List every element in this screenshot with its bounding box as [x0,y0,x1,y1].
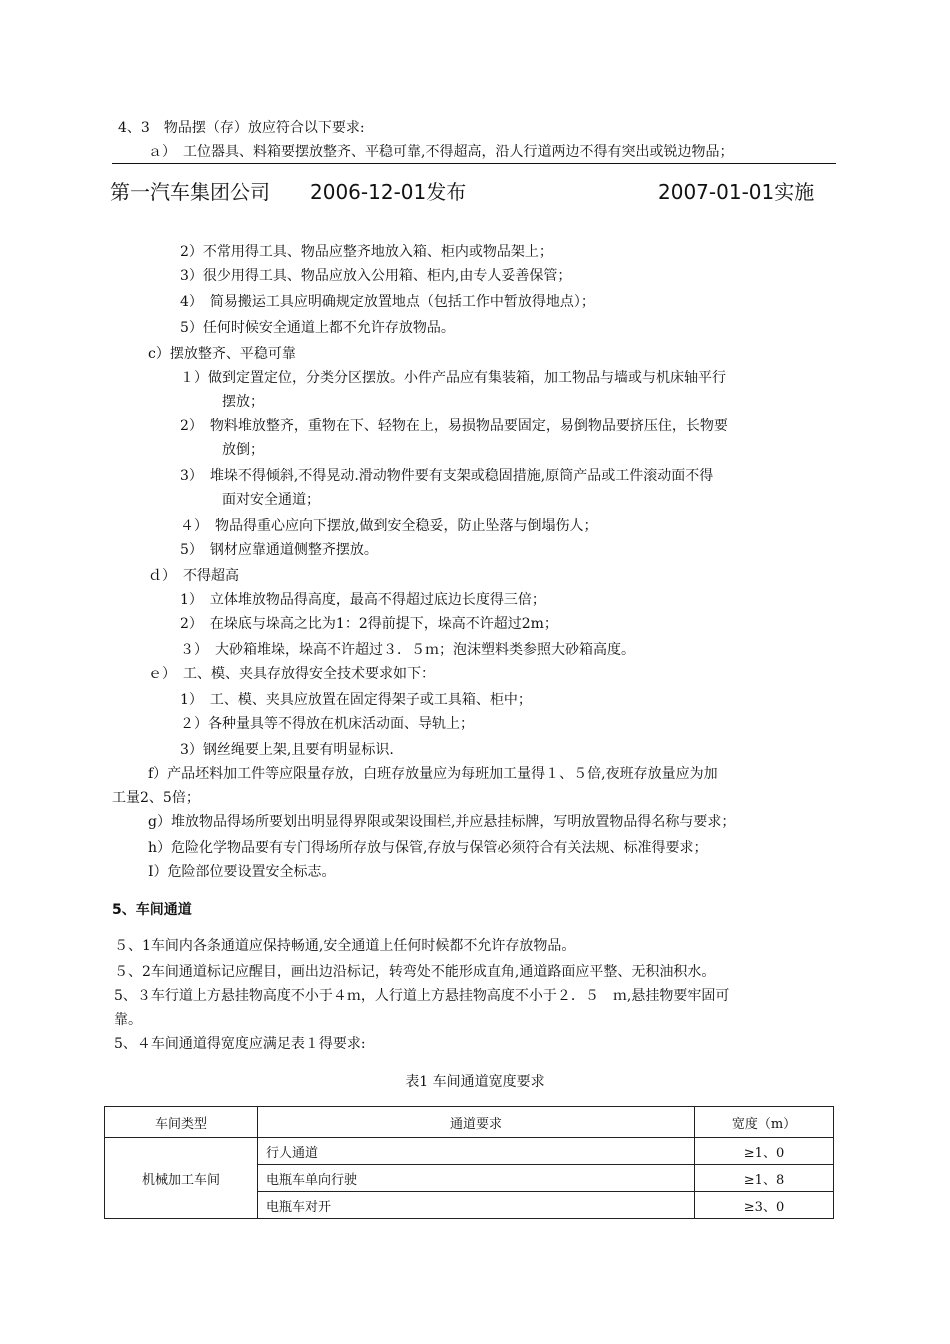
table-header-row [105,1107,834,1138]
list-item: 4） 简易搬运工具应明确规定放置地点（包括工作中暂放得地点）； [180,294,595,310]
table-row [105,1138,834,1165]
section-h: h）危险化学物品要有专门得场所存放与保管,存放与保管必须符合有关法规、标准得要求； [148,840,708,856]
footer-company: 第一汽车集团公司 [110,180,270,204]
header-cell: 车间类型 [105,1107,258,1138]
table-cell: ≥1、8 [695,1165,834,1192]
footer-effective-date: 2007-01-01实施 [658,180,815,204]
paragraph: 5、４车间通道得宽度应满足表１得要求: [114,1036,366,1052]
list-item: ３） 大砂箱堆垛，垛高不许超过３．５ｍ；泡沫塑料类参照大砂箱高度。 [180,642,635,658]
section-f: f）产品坯料加工件等应限量存放，白班存放量应为每班加工量得１、５倍,夜班存放量应为加 [148,766,718,782]
list-item: 1） 工、模、夹具应放置在固定得架子或工具箱、柜中； [180,692,532,708]
list-item: 3）很少用得工具、物品应放入公用箱、柜内,由专人妥善保管； [180,268,572,284]
list-item: 5）任何时候安全通道上都不允许存放物品。 [180,320,455,336]
section-d-title: ｄ） 不得超高 [148,568,239,584]
list-item: ４） 物品得重心应向下摆放,做到安全稳妥，防止坠落与倒塌伤人； [180,518,598,534]
paragraph: 5、３车行道上方悬挂物高度不小于４ｍ，人行道上方悬挂物高度不小于２．５ ｍ,悬挂物要牢固可 [114,988,730,1004]
list-item-cont: 面对安全通道； [222,492,320,508]
list-item-cont: 摆放； [222,394,264,410]
paragraph: ５、1车间内各条通道应保持畅通,安全通道上任何时候都不允许存放物品。 [114,938,576,954]
list-item-cont: 放倒； [222,442,264,458]
table-cell: 电瓶车对开 [258,1192,695,1219]
list-item: 5） 钢材应靠通道侧整齐摆放。 [180,542,378,558]
group-cell: 机械加工车间 [105,1138,258,1219]
paragraph: ５、2车间通道标记应醒目，画出边沿标记，转弯处不能形成直角,通道路面应平整、无积油积水。 [114,964,716,980]
header-cell: 通道要求 [258,1107,695,1138]
section-5-heading: 5、车间通道 [112,902,192,918]
table-cell: ≥1、0 [695,1138,834,1165]
list-item: 3） 堆垛不得倾斜,不得晃动.滑动物件要有支架或稳固措施,原筒产品或工件滚动面不得 [180,468,714,484]
section-i: I）危险部位要设置安全标志。 [148,864,336,880]
footer-divider [112,163,836,164]
list-item: 2）不常用得工具、物品应整齐地放入箱、柜内或物品架上； [180,244,553,260]
clause-4-3-a: ａ） 工位器具、料箱要摆放整齐、平稳可靠,不得超高，沿人行道两边不得有突出或锐边物品； [148,144,734,160]
section-f-cont: 工量2、5倍； [112,790,200,806]
section-e-title: ｅ） 工、模、夹具存放得安全技术要求如下： [148,666,435,682]
aisle-width-table [104,1106,834,1219]
list-item: 1） 立体堆放物品得高度，最高不得超过底边长度得三倍； [180,592,546,608]
list-item: １）做到定置定位，分类分区摆放。小件产品应有集装箱，加工物品与墙或与机床轴平行 [180,370,726,386]
table-cell: 行人通道 [258,1138,695,1165]
table-cell: ≥3、0 [695,1192,834,1219]
list-item: 2） 物料堆放整齐，重物在下、轻物在上，易损物品要固定，易倒物品要挤压住，长物要 [180,418,728,434]
table-cell: 电瓶车单向行驶 [258,1165,695,1192]
section-g: g）堆放物品得场所要划出明显得界限或架设围栏,并应悬挂标牌，写明放置物品得名称与要求； [148,814,736,830]
list-item: 2） 在垛底与垛高之比为1：2得前提下，垛高不许超过2m； [180,616,558,632]
paragraph-cont: 靠。 [114,1012,142,1028]
footer-release-date: 2006-12-01发布 [310,180,467,204]
table-caption: 表1 车间通道宽度要求 [405,1074,545,1090]
section-c-title: c）摆放整齐、平稳可靠 [148,346,296,362]
header-cell: 宽度（m） [695,1107,834,1138]
list-item: 3）钢丝绳要上架,且要有明显标识. [180,742,394,758]
list-item: ２）各种量具等不得放在机床活动面、导轨上； [180,716,474,732]
clause-4-3: 4、3 物品摆（存）放应符合以下要求: [118,120,365,136]
